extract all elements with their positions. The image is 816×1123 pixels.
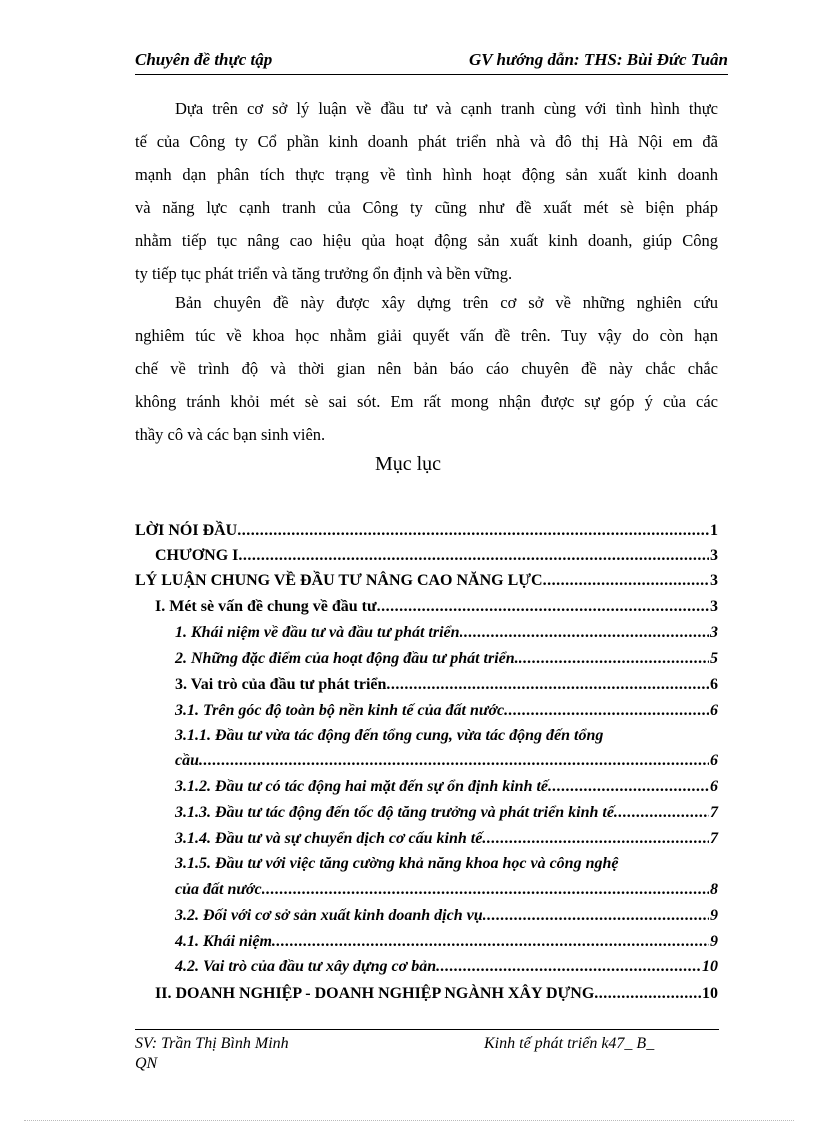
intro-paragraph-2 (135, 286, 718, 451)
toc-page-number: 3 (710, 547, 718, 564)
toc-page-number: 3 (710, 598, 718, 615)
toc-page-number: 6 (710, 752, 718, 769)
toc-page-number: 7 (710, 830, 718, 847)
footer-divider (135, 1029, 719, 1030)
toc-entry[interactable] (175, 621, 718, 644)
toc-entry-text: 3. Vai trò của đầu tư phát triển (175, 676, 387, 693)
text-line: nghiêm túc về khoa học nhằm giải quyết vấn đề trên. Tuy vậy do còn hạn (135, 326, 718, 345)
toc-entry-text: LỜI NÓI ĐẦU (135, 522, 238, 539)
toc-page-number: 6 (710, 778, 718, 795)
toc-entry[interactable] (175, 775, 718, 798)
toc-page-number: 9 (710, 933, 718, 950)
header-right: GV hướng dẫn: THS: Bùi Đức Tuân (468, 50, 728, 69)
toc-page-number: 10 (702, 985, 718, 1002)
toc-entry-text: 4.2. Vai trò của đầu tư xây dựng cơ bản (175, 958, 437, 975)
text-line: và năng lực cạnh tranh của Công ty cũng như đề xuất mét sè biện pháp (135, 198, 718, 217)
toc-page-number: 9 (710, 907, 718, 924)
toc-entry-text: 2. Những đặc điểm của hoạt động đầu tư phát triển. (175, 650, 519, 667)
toc-entry-text: 4.1. Khái niệm (175, 933, 272, 950)
toc-page-number: 3 (710, 572, 718, 589)
toc-entry-continuation: cầu (175, 752, 199, 769)
toc-entry[interactable] (175, 904, 718, 927)
toc-entry[interactable] (155, 595, 718, 618)
toc-page-number: 1 (710, 522, 718, 539)
text-line: tế của Công ty Cổ phần kinh doanh phát triển nhà và đô thị Hà Nội em đã (135, 132, 718, 151)
footer-student-name: SV: Trần Thị Bình Minh (135, 1035, 289, 1052)
toc-entry[interactable] (175, 955, 718, 978)
toc-entry-text: 3.2. Đối với cơ sở sản xuất kinh doanh dịch vụ (175, 907, 483, 924)
toc-entry[interactable] (175, 930, 718, 953)
toc-entry-continuation: của đất nước (175, 881, 262, 898)
toc-entry-text: 3.1.4. Đầu tư và sự chuyển dịch cơ cấu kinh tế (175, 830, 483, 847)
toc-page-number: 3 (710, 624, 718, 641)
toc-entry-text: 3.1. Trên góc độ toàn bộ nền kinh tế của đất nước (175, 702, 505, 719)
page-edge-divider (24, 1120, 794, 1121)
toc-entry-text: I. Mét sè vấn đề chung về đầu tư (155, 598, 377, 615)
toc-entry[interactable] (175, 647, 718, 670)
toc-entry[interactable] (175, 749, 718, 772)
text-line: chế về trình độ và thời gian nên bản báo cáo chuyên đề này chắc chắc (135, 359, 718, 378)
text-line: nhằm tiếp tục nâng cao hiệu qủa hoạt động sản xuất kinh doanh, giúp Công (135, 231, 718, 250)
text-line: không tránh khỏi mét sè sai sót. Em rất mong nhận được sự góp ý của các (135, 392, 718, 411)
header-left: Chuyên đề thực tập (135, 50, 273, 69)
toc-entry[interactable] (155, 544, 718, 567)
toc-entry[interactable] (175, 827, 718, 850)
toc-entry[interactable] (175, 673, 718, 696)
text-line: Dựa trên cơ sở lý luận về đầu tư và cạnh tranh cùng với tình hình thực (175, 99, 718, 118)
toc-entry-text: II. DOANH NGHIỆP - DOANH NGHIỆP NGÀNH XÂY DỰNG (155, 985, 595, 1002)
text-line: mạnh dạn phân tích thực trạng về tình hình hoạt động sản xuất kinh doanh (135, 165, 718, 184)
footer-left (135, 1034, 289, 1074)
toc-entry[interactable] (175, 699, 718, 722)
text-line: ty tiếp tục phát triển và tăng trưởng ổn định và bền vững. (135, 264, 513, 283)
footer-student-suffix: QN (135, 1055, 158, 1072)
page-header (135, 48, 728, 75)
toc-entry-text[interactable]: 3.1.5. Đầu tư với việc tăng cường khả năng khoa học và công nghệ (175, 855, 619, 872)
toc-page-number: 7 (710, 804, 718, 821)
toc-entry[interactable] (175, 878, 718, 901)
toc-page-number: 5 (710, 650, 718, 667)
toc-entry-text: 3.1.3. Đầu tư tác động đến tốc độ tăng trưởng và phát triển kinh tế (175, 804, 614, 821)
text-line: Bản chuyên đề này được xây dựng trên cơ sở về những nghiên cứu (175, 293, 718, 312)
toc-title: Mục lục (374, 453, 442, 475)
toc-entry[interactable] (135, 569, 718, 592)
toc-page-number: 10 (702, 958, 718, 975)
toc-page-number: 8 (710, 881, 718, 898)
text-line: thầy cô và các bạn sinh viên. (135, 425, 326, 444)
toc-entry[interactable] (175, 801, 718, 824)
toc-entry-text: CHƯƠNG I (155, 547, 239, 564)
toc-entry-text: LÝ LUẬN CHUNG VỀ ĐẦU TƯ NÂNG CAO NĂNG LỰC (135, 572, 543, 589)
toc-entry-text: 1. Khái niệm về đầu tư và đầu tư phát triển (175, 624, 460, 641)
toc-entry-text: 3.1.2. Đầu tư có tác động hai mặt đến sự ổn định kinh tế (175, 778, 549, 795)
toc-entry[interactable] (135, 519, 718, 542)
intro-paragraph-1 (135, 92, 718, 290)
toc-page-number: 6 (710, 702, 718, 719)
toc-entry-text[interactable]: 3.1.1. Đầu tư vừa tác động đến tổng cung, vừa tác động đến tổng (175, 727, 604, 744)
footer-right: Kinh tế phát triển k47_ B_ (484, 1035, 655, 1052)
toc-page-number: 6 (710, 676, 718, 693)
toc-entry[interactable] (155, 982, 718, 1005)
